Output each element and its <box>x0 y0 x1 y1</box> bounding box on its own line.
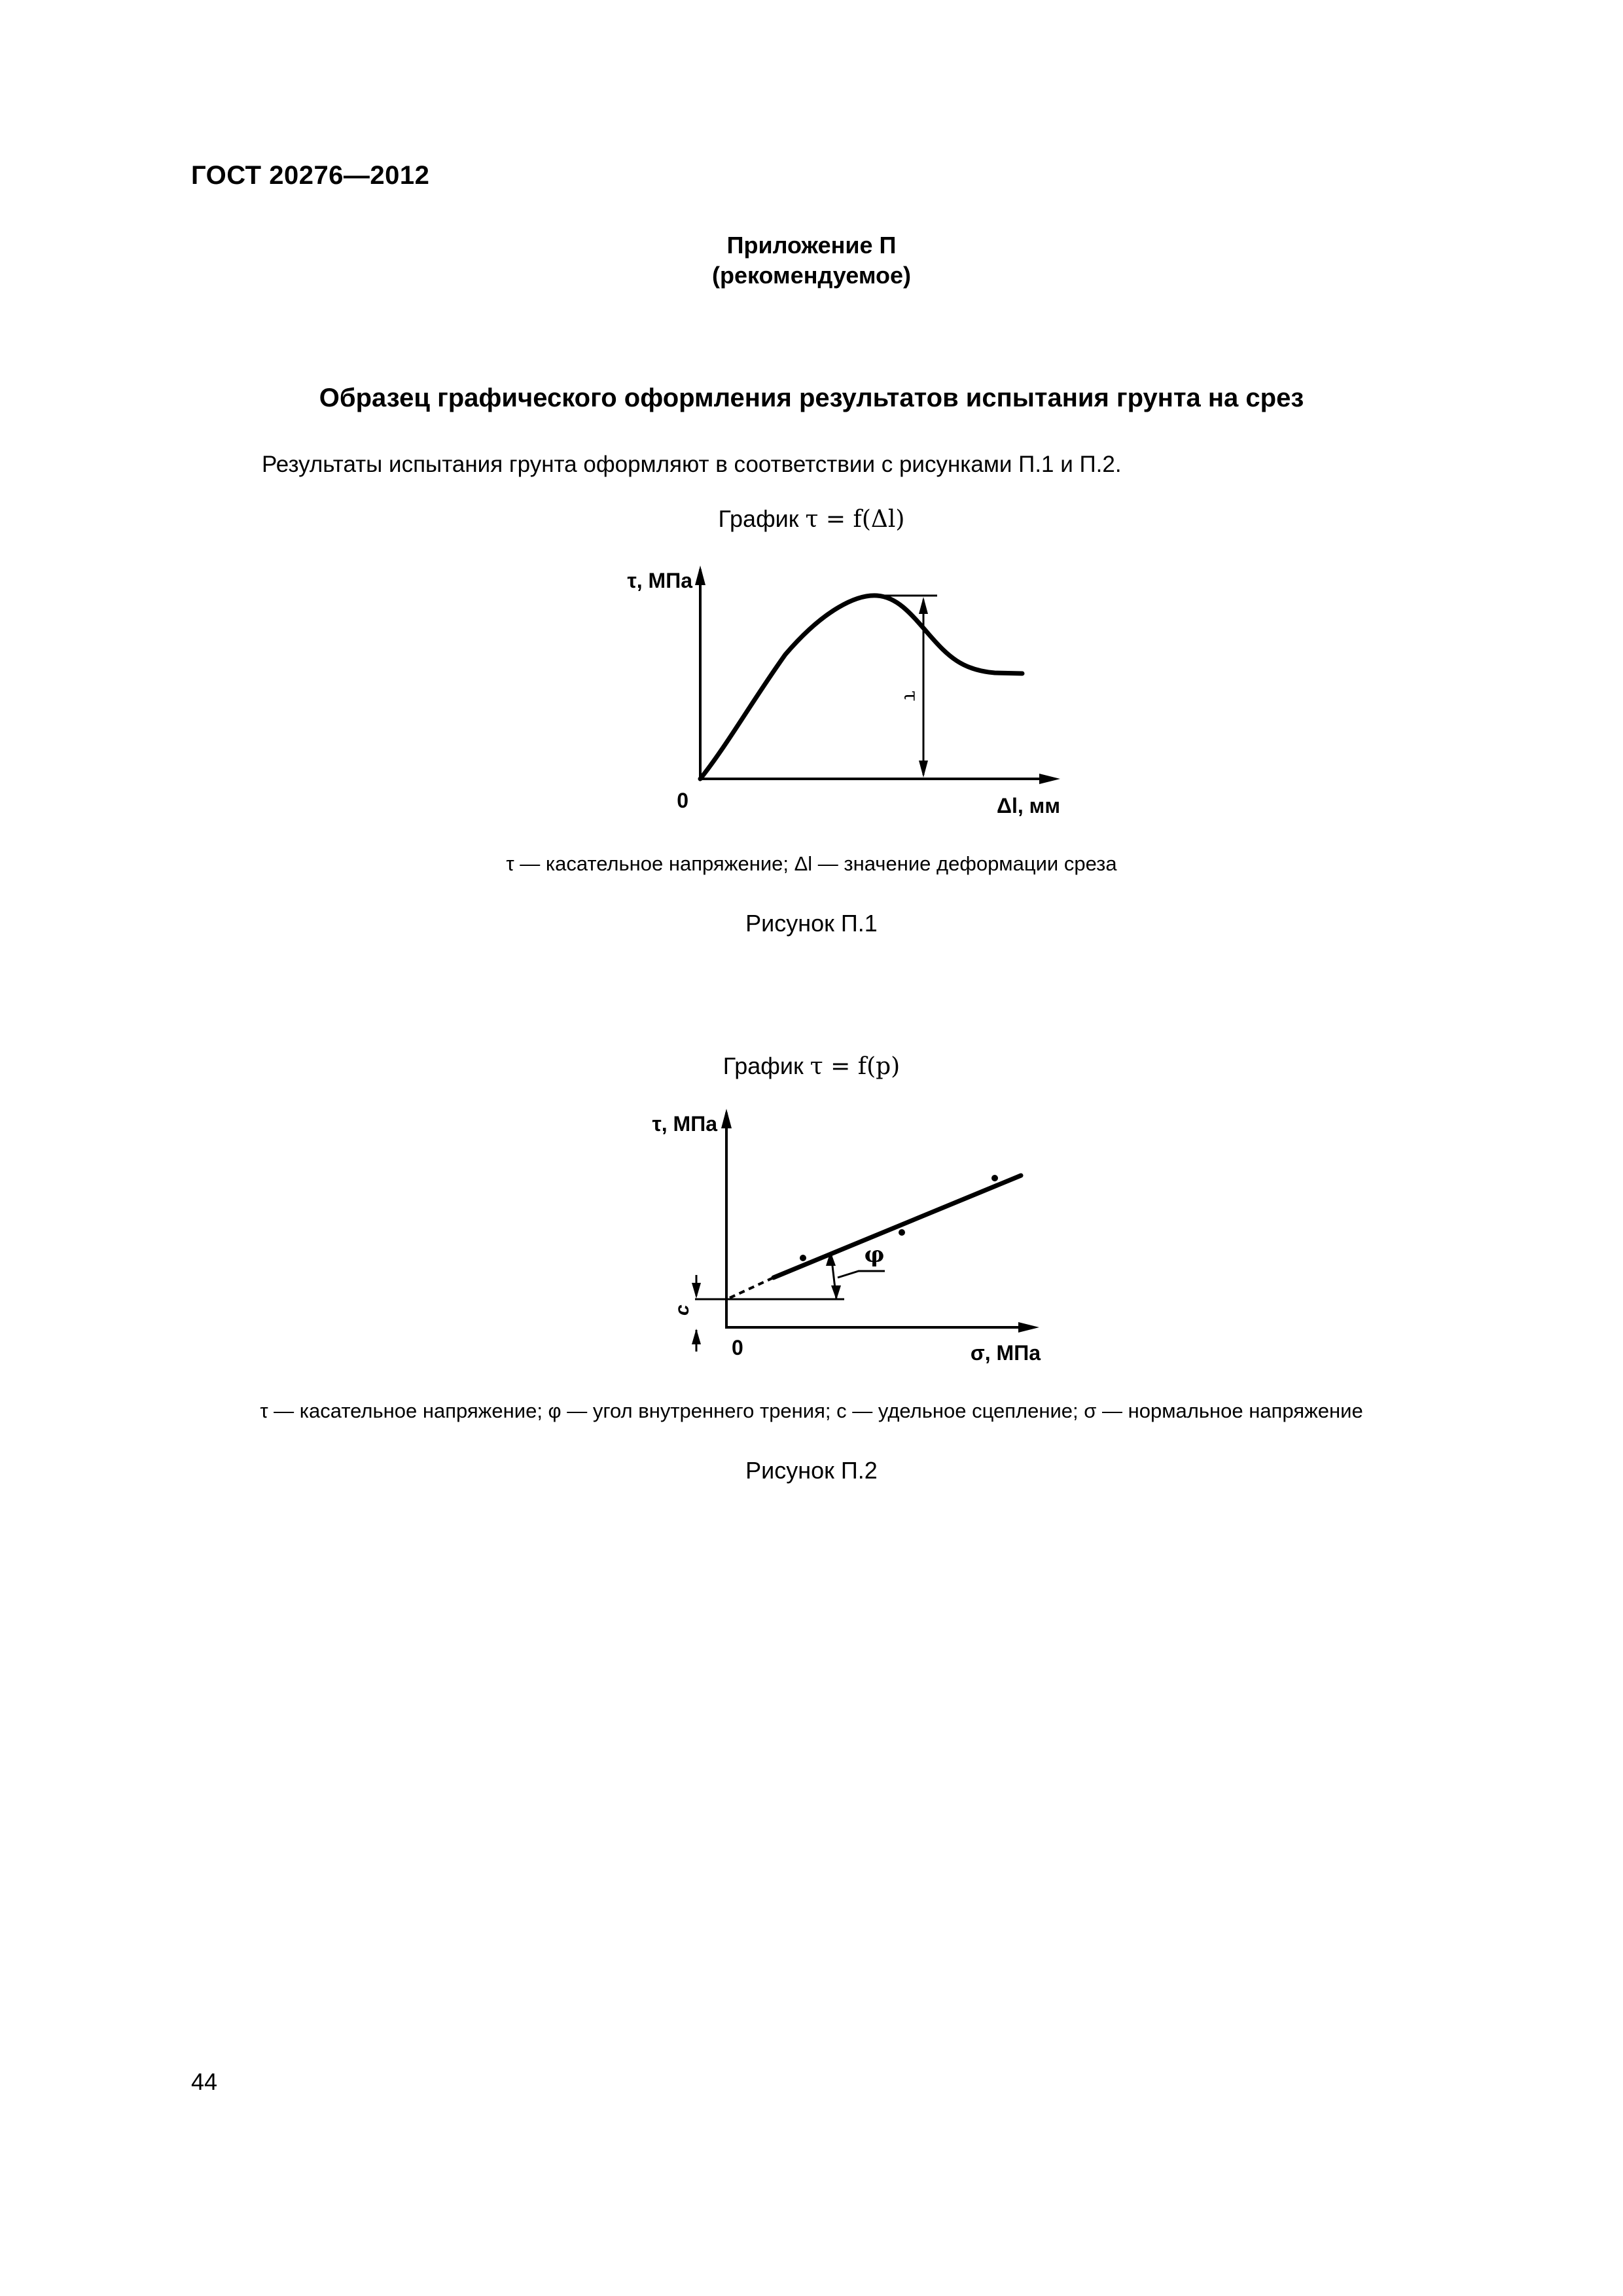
figure1-origin-label: 0 <box>677 789 688 812</box>
figure2-caption: Рисунок П.2 <box>745 1457 878 1484</box>
figure1-x-axis-arrow <box>1039 774 1060 784</box>
figure2-cohesion-arrow-top <box>692 1283 701 1299</box>
figure2-title-formula: τ = f(p) <box>810 1053 901 1080</box>
document-code: ГОСТ 20276—2012 <box>191 161 430 190</box>
figure1-legend: τ — касательное напряжение; Δl — значение деформации среза <box>506 852 1117 875</box>
figure1-shear-curve <box>700 596 1022 779</box>
figure2-angle-arrow-bottom <box>831 1285 841 1300</box>
figure2-angle-label: φ <box>864 1242 885 1268</box>
figure2-x-axis-arrow <box>1018 1322 1039 1333</box>
figure1-y-axis-label: τ, МПа <box>627 569 692 592</box>
figure2-x-axis-label: σ, МПа <box>970 1341 1041 1365</box>
figure2-strength-line <box>774 1175 1021 1278</box>
figure1-graph <box>589 556 1099 831</box>
figure1-title-prefix: График <box>718 505 806 532</box>
figure2-y-axis-label: τ, МПа <box>652 1112 717 1136</box>
figure2-data-point <box>991 1175 998 1181</box>
figure1-dimension-label: τ <box>899 691 922 702</box>
section-heading: Образец графического оформления результатов испытания грунта на срез <box>319 384 1304 412</box>
annex-title: Приложение П <box>726 232 897 259</box>
figure2-title <box>0 1052 1623 1080</box>
intro-paragraph: Результаты испытания грунта оформляют в соответствии с рисунками П.1 и П.2. <box>262 452 1122 477</box>
figure1-x-axis-label: Δl, мм <box>996 794 1060 817</box>
figure1-y-axis-arrow <box>695 565 705 585</box>
annex-block <box>0 230 1623 291</box>
figure2-data-point <box>899 1229 905 1236</box>
figure2-origin-label: 0 <box>732 1336 743 1359</box>
figure1-dimension-arrow-bottom <box>919 761 928 778</box>
figure2-legend: τ — касательное напряжение; φ — угол внутреннего трения; c — удельное сцепление; σ — нормальное напряжение <box>260 1399 1363 1422</box>
figure2-data-point <box>800 1255 806 1261</box>
figure2-graph <box>654 1100 1073 1374</box>
figure1-dimension-arrow-top <box>919 597 928 614</box>
figure2-angle-leader <box>838 1271 885 1278</box>
figure2-title-prefix: График <box>722 1052 810 1079</box>
figure2-y-axis-arrow <box>721 1109 732 1128</box>
figure2-cohesion-label: c <box>671 1304 693 1316</box>
figure1-title-formula: τ = f(Δl) <box>805 506 905 533</box>
page-number: 44 <box>191 2068 218 2095</box>
figure1-caption: Рисунок П.1 <box>745 910 878 937</box>
figure1-title <box>0 505 1623 533</box>
figure2-dashed-extension <box>730 1278 774 1298</box>
annex-status: (рекомендуемое) <box>712 262 911 289</box>
figure2-cohesion-arrow-bottom <box>692 1329 701 1344</box>
